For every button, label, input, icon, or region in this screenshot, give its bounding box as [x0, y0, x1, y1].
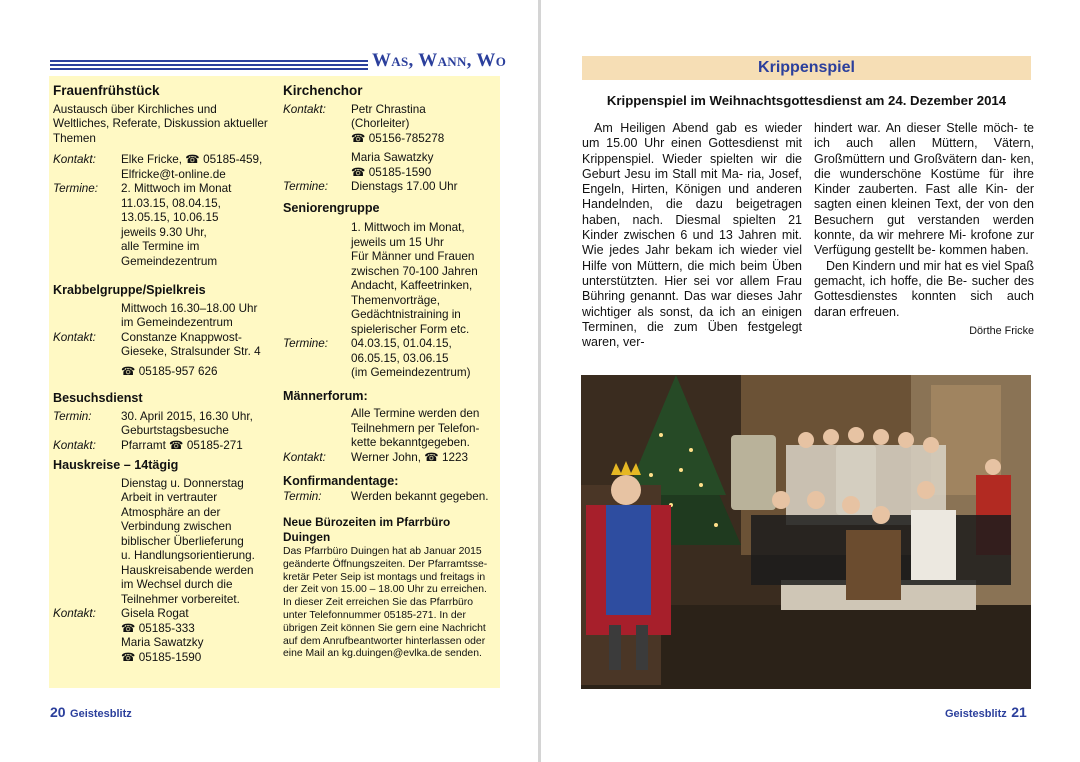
article-paragraph: Den Kindern und mir hat es viel Spaß gemacht, ich hoffe, die Be- sucher des Gottesdienstes konnten sich auch daran erfreuen. — [814, 258, 1034, 319]
termin-label: Termin: — [53, 409, 92, 423]
header-rule — [50, 60, 368, 72]
senioren-line: Andacht, Kaffeetrinken, — [351, 279, 473, 292]
contact-value: Pfarramt ☎ 05185-271 — [121, 438, 243, 452]
buero-line: Das Pfarrbüro Duingen hat ab Januar 2015 — [283, 546, 482, 557]
contact-label: Kontakt: — [53, 607, 96, 620]
article-banner-title: Krippenspiel — [758, 59, 855, 76]
article-column-1 — [582, 121, 802, 350]
senioren-line: Themenvorträge, — [351, 293, 440, 307]
left-column-2 — [283, 84, 498, 661]
contact-line: Maria Sawatzky — [121, 636, 204, 649]
contact-row — [53, 153, 275, 182]
contact-phone: ☎ 05185-957 626 — [121, 364, 218, 378]
article-column-2 — [814, 121, 1034, 339]
page-gutter — [538, 0, 541, 762]
contact-line: ☎ 05185-1590 — [351, 165, 432, 179]
termine-line: Gemeindezentrum — [121, 254, 218, 268]
contact-row — [53, 439, 275, 454]
termine-line: jeweils 9.30 Uhr, — [121, 225, 207, 239]
termine-line: alle Termine im — [121, 240, 200, 253]
haus-line: im Wechsel durch die — [121, 578, 233, 591]
haus-line: Hauskreisabende werden — [121, 563, 254, 577]
maenner-line: kette bekanntgegeben. — [351, 436, 470, 449]
haus-line: biblischer Überlieferung — [121, 534, 244, 548]
section-title-krabbelgruppe: Krabbelgruppe/Spielkreis — [53, 283, 206, 297]
termin-line: 30. April 2015, 16.30 Uhr, — [121, 409, 253, 423]
photo-illustration — [581, 375, 1031, 689]
senioren-line: Gedächtnistraining in — [351, 308, 461, 321]
contact-label: Kontakt: — [283, 450, 326, 464]
contact-row — [53, 331, 275, 380]
termine-line: 06.05.15, 03.06.15 — [351, 351, 449, 365]
contact-row — [53, 607, 275, 665]
contact-label: Kontakt: — [283, 102, 326, 116]
article-author: Dörthe Fricke — [969, 324, 1034, 337]
contact-line: Petr Chrastina — [351, 102, 426, 116]
termine-label: Termine: — [53, 182, 99, 195]
page-footer-left — [50, 704, 132, 722]
termin-label: Termin: — [283, 489, 322, 503]
time-line: im Gemeindezentrum — [121, 316, 233, 329]
haus-line: Dienstag u. Donnerstag — [121, 476, 244, 490]
contact-row — [283, 451, 498, 466]
haus-line: Verbindung zwischen — [121, 520, 232, 533]
termin-row — [283, 490, 498, 505]
buero-text — [283, 546, 498, 661]
section-title-maennerforum: Männerforum: — [283, 388, 368, 403]
maenner-line: Teilnehmern per Telefon- — [351, 421, 480, 435]
contact-line: Constanze Knappwost- — [121, 330, 242, 344]
section-desc: Austausch über Kirchliches und Weltliches, Referate, Diskussion aktueller Themen — [53, 102, 268, 145]
contact-label: Kontakt: — [53, 330, 96, 344]
termin-value: Werden bekannt gegeben. — [351, 489, 489, 503]
contact-line: Gisela Rogat — [121, 607, 189, 620]
senioren-line: Für Männer und Frauen — [351, 250, 475, 263]
senioren-line: spielerischer Form etc. — [351, 322, 470, 336]
page-number: 20 — [50, 704, 66, 720]
haus-line: Teilnehmer vorbereitet. — [121, 592, 240, 606]
section-header: Was, Wann, Wo — [372, 50, 507, 71]
senioren-line: zwischen 70-100 Jahren — [351, 264, 478, 278]
termine-line: 11.03.15, 08.04.15, — [121, 196, 221, 210]
section-title-hauskreise: Hauskreise – 14tägig — [53, 458, 179, 472]
termine-line: (im Gemeindezentrum) — [351, 366, 471, 379]
termine-line: 13.05.15, 10.06.15 — [121, 211, 219, 224]
termine-line: 04.03.15, 01.04.15, — [351, 337, 452, 350]
termine-row — [283, 180, 498, 195]
contact-line: Gieseke, Stralsunder Str. 4 — [121, 345, 261, 358]
senioren-line: 1. Mittwoch im Monat, — [351, 221, 465, 234]
contact-line: ☎ 05185-1590 — [121, 650, 202, 664]
section-title-kirchenchor: Kirchenchor — [283, 83, 363, 98]
buero-line: In dieser Zeit erreichen Sie das Pfarrbüro — [283, 597, 474, 609]
section-title-konfirmandentage: Konfirmandentage: — [283, 474, 399, 488]
time-line: Mittwoch 16.30–18.00 Uhr — [121, 301, 258, 315]
window-left — [731, 435, 776, 510]
termine-label: Termine: — [283, 180, 329, 193]
article-subtitle: Krippenspiel im Weihnachtsgottesdienst am 24. Dezember 2014 — [606, 93, 1007, 108]
termine-row — [283, 337, 498, 381]
contact-label: Kontakt: — [53, 438, 96, 452]
page-title: Geistesblitz — [70, 708, 132, 720]
left-page — [0, 0, 539, 762]
haus-line: u. Handlungsorientierung. — [121, 549, 255, 562]
contact-label: Kontakt: — [53, 153, 96, 166]
left-column-1 — [53, 84, 275, 665]
page-footer-right — [945, 704, 1027, 722]
buero-line: der Zeit von 15.00 – 18.00 Uhr zu erreichen. — [283, 584, 487, 596]
haus-line: Atmosphäre an der — [121, 505, 221, 519]
contact-row — [283, 103, 498, 181]
buero-line: kretär Peter Seip ist montags und freitags in — [283, 571, 486, 583]
termine-row — [53, 182, 275, 269]
article-paragraph: hindert war. An dieser Stelle möch- te ich auch allen Müttern, Vätern, Großmüttern und Großvätern dan- ken, die wunderschöne Kostüme für ihre Kinder zauberten. Fast alle Kin- der sagten einen kleinen Text, der von den Besuchern gut verstanden werden konnte, da wir mehrere Mi- krofone zur Verfügung gestellt be- kommen haben. — [814, 121, 1035, 258]
nativity-play-photo — [581, 375, 1031, 689]
contact-line: (Chorleiter) — [351, 117, 410, 130]
section-title-seniorengruppe: Seniorengruppe — [283, 200, 380, 215]
contact-line: ☎ 05156-785278 — [351, 131, 445, 145]
senioren-line: jeweils um 15 Uhr — [351, 235, 444, 249]
page-title: Geistesblitz — [945, 708, 1007, 720]
termine-line: 2. Mittwoch im Monat — [121, 182, 232, 195]
buero-line: übrigen Zeit können Sie gern eine Nachricht — [283, 622, 486, 634]
termine-label: Termine: — [283, 337, 329, 350]
article-paragraph: Am Heiligen Abend gab es wieder um 15.00 Uhr einen Gottesdienst mit Krippenspiel. Wieder spielten wir die Geburt Jesu im Stall mit Ma- ria, Josef, Engeln, Hirten, Königen und anderen Handelnden, die dazu beigetragen haben, nach. Diesmal spielten 21 Kinder zwischen 6 und 13 Jahren mit. Wie jedes Jahr bekam ich wieder viel Hilfe von Müttern, die mich beim Üben unterstützten. Hier sei vor allem Frau Bühring genannt. Das war dieses Jahr wichtiger als sonst, da ich an einigen Terminen, die zum Üben festgelegt waren, ver- — [582, 121, 803, 350]
king-figure — [581, 461, 671, 685]
contact-line: Maria Sawatzky — [351, 151, 434, 164]
buero-line: unter Telefonnummer 05185-271. In der — [283, 609, 466, 621]
termin-row — [53, 410, 275, 439]
section-title-besuchsdienst: Besuchsdienst — [53, 391, 143, 405]
page-number: 21 — [1011, 704, 1027, 720]
termine-value: Dienstags 17.00 Uhr — [351, 180, 458, 193]
contact-line: ☎ 05185-333 — [121, 621, 195, 635]
section-title-frauenfruehstueck: Frauenfrühstück — [53, 83, 160, 98]
termin-line: Geburtstagsbesuche — [121, 424, 229, 437]
contact-email: Elfricke@t-online.de — [121, 167, 226, 181]
maenner-line: Alle Termine werden den — [351, 407, 480, 420]
contact-name: Elke Fricke, ☎ 05185-459, — [121, 153, 263, 166]
contact-value: Werner John, ☎ 1223 — [351, 450, 468, 464]
article-banner — [582, 56, 1031, 80]
haus-line: Arbeit in vertrauter — [121, 491, 218, 504]
buero-line: auf dem Anrufbeantworter hinterlassen oder — [283, 635, 486, 647]
buero-line: eine Mail an kg.duingen@evlka.de senden. — [283, 648, 482, 660]
section-title-buerozeiten: Neue Bürozeiten im Pfarrbüro Duingen — [283, 515, 451, 544]
buero-line: geänderte Öffnungszeiten. Der Pfarramtsse- — [283, 558, 488, 570]
